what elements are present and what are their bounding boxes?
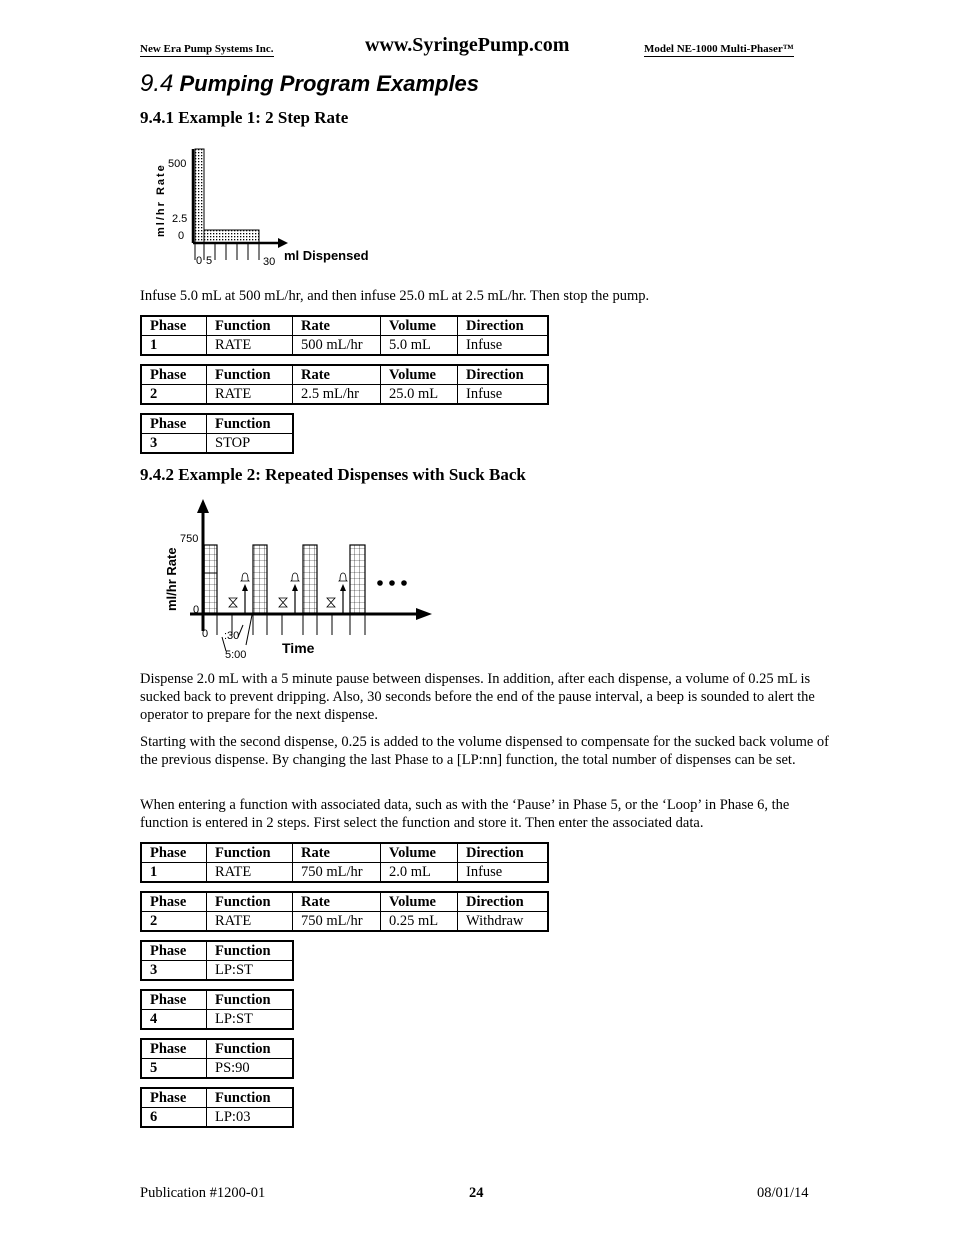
example2-table-phase2 <box>140 891 549 932</box>
table-cell: STOP <box>207 434 294 454</box>
table-header: Volume <box>381 316 458 336</box>
example2-table-phase6 <box>140 1087 294 1128</box>
table-header: Phase <box>141 843 207 863</box>
table-header: Rate <box>293 365 381 385</box>
table-cell: 1 <box>141 336 207 356</box>
table-cell: 0.25 mL <box>381 912 458 932</box>
table-header: Volume <box>381 892 458 912</box>
table-header: Function <box>207 414 294 434</box>
table-header: Function <box>207 941 294 961</box>
example2-table-phase3 <box>140 940 294 981</box>
table-header: Direction <box>458 365 549 385</box>
example2-xtick-5min: 5:00 <box>225 649 247 661</box>
table-cell: 750 mL/hr <box>293 912 381 932</box>
example1-xtick-0: 0 <box>196 255 203 267</box>
table-cell: 2 <box>141 385 207 405</box>
table-cell: 3 <box>141 434 207 454</box>
table-cell: 5.0 mL <box>381 336 458 356</box>
footer-publication: Publication #1200-01 <box>140 1185 266 1201</box>
table-cell: RATE <box>207 912 293 932</box>
table-row <box>141 1108 293 1128</box>
table-cell: 500 mL/hr <box>293 336 381 356</box>
table-cell: RATE <box>207 385 293 405</box>
table-row <box>141 1010 293 1030</box>
arrow-up-icon <box>242 584 248 591</box>
example1-xtick-5: 5 <box>206 255 213 267</box>
table-header: Volume <box>381 365 458 385</box>
table-header: Function <box>207 990 294 1010</box>
table-header: Phase <box>141 1039 207 1059</box>
table-header: Function <box>207 1039 294 1059</box>
example2-table-phase5 <box>140 1038 294 1079</box>
header-website[interactable]: www.SyringePump.com <box>365 34 570 56</box>
table-header: Direction <box>458 843 549 863</box>
table-cell: 3 <box>141 961 207 981</box>
table-cell: 6 <box>141 1108 207 1128</box>
example2-y-arrow <box>197 499 209 513</box>
table-cell: Infuse <box>458 336 549 356</box>
example1-table-phase1 <box>140 315 549 356</box>
hourglass-icon <box>229 598 237 607</box>
example2-table-phase1 <box>140 842 549 883</box>
table-header: Function <box>207 1088 294 1108</box>
example1-table-phase2 <box>140 364 549 405</box>
table-cell: 2.0 mL <box>381 863 458 883</box>
example1-table-phase3 <box>140 413 294 454</box>
table-cell: LP:ST <box>207 1010 294 1030</box>
table-header: Phase <box>141 892 207 912</box>
example1-xtick-30: 30 <box>263 256 276 268</box>
example2-xtick-30s: :30 <box>224 630 240 642</box>
table-row <box>141 336 548 356</box>
table-cell: 4 <box>141 1010 207 1030</box>
table-row <box>141 1059 293 1079</box>
hourglass-icon <box>279 598 287 607</box>
section-title <box>140 70 479 98</box>
example2-paragraph-1: Dispense 2.0 mL with a 5 minute pause between dispenses. In addition, after each dispense, a volume of 0.25 mL is sucked back to prevent dripping. Also, 30 seconds before the end of the pause interval, a beep is sounded to alert the operator to prepare for the next dispense. <box>140 671 815 723</box>
example1-bar-phase1 <box>195 149 204 243</box>
example1-xlabel: ml Dispensed <box>284 248 369 263</box>
table-cell: Infuse <box>458 863 549 883</box>
example2-dispense-bar <box>203 545 217 613</box>
example2-xlabel: Time <box>282 640 315 656</box>
example2-x-arrow <box>416 608 432 620</box>
example2-dispense-bar <box>303 545 317 613</box>
table-cell: Infuse <box>458 385 549 405</box>
bell-icon <box>241 573 249 581</box>
table-cell: RATE <box>207 336 293 356</box>
table-header: Phase <box>141 941 207 961</box>
example1-ytick-2.5: 2.5 <box>172 213 188 225</box>
table-header: Function <box>207 843 293 863</box>
table-cell: LP:ST <box>207 961 294 981</box>
table-cell: 2.5 mL/hr <box>293 385 381 405</box>
table-cell: RATE <box>207 863 293 883</box>
header-company: New Era Pump Systems Inc. <box>140 43 274 55</box>
example1-chart <box>150 140 390 270</box>
table-header: Rate <box>293 316 381 336</box>
example2-chart <box>160 495 450 665</box>
table-header: Direction <box>458 892 549 912</box>
table-header: Rate <box>293 843 381 863</box>
example2-dispense-bar <box>350 545 365 613</box>
table-row <box>141 385 548 405</box>
table-header: Rate <box>293 892 381 912</box>
table-row <box>141 912 548 932</box>
bell-icon <box>291 573 299 581</box>
table-header: Volume <box>381 843 458 863</box>
example2-dispense-bar <box>253 545 267 613</box>
footer-date: 08/01/14 <box>757 1185 809 1201</box>
table-header: Phase <box>141 414 207 434</box>
example2-paragraph-2: Starting with the second dispense, 0.25 is added to the volume dispensed to compensate for the sucked back volume of the previous dispense. By changing the last Phase to a [LP:nn] function, the total number of dispenses can be set. <box>140 734 829 768</box>
table-header: Phase <box>141 316 207 336</box>
header-model: Model NE-1000 Multi-Phaser™ <box>644 43 794 55</box>
section-title-text: Pumping Program Examples <box>179 71 480 96</box>
table-cell: LP:03 <box>207 1108 294 1128</box>
table-cell: 1 <box>141 863 207 883</box>
table-cell: PS:90 <box>207 1059 294 1079</box>
example2-ylabel: ml/hr Rate <box>164 547 179 611</box>
table-row <box>141 434 293 454</box>
table-header: Function <box>207 365 293 385</box>
example2-ytick-0: 0 <box>193 604 200 616</box>
table-cell: 5 <box>141 1059 207 1079</box>
table-cell: 750 mL/hr <box>293 863 381 883</box>
example2-heading: 9.4.2 Example 2: Repeated Dispenses with Suck Back <box>140 465 526 484</box>
example2-paragraph-3: When entering a function with associated data, such as with the ‘Pause’ in Phase 5, or the ‘Loop’ in Phase 6, the function is entered in 2 steps. First select the function and store it. Then enter the associated data. <box>140 797 790 831</box>
example2-xtick-0: 0 <box>202 628 209 640</box>
footer-page-number: 24 <box>469 1185 484 1201</box>
table-row <box>141 961 293 981</box>
example1-bar-phase2 <box>204 230 259 243</box>
table-cell: Withdraw <box>458 912 549 932</box>
table-row <box>141 863 548 883</box>
table-cell: 25.0 mL <box>381 385 458 405</box>
example1-x-arrow <box>278 238 288 248</box>
example2-table-phase4 <box>140 989 294 1030</box>
example1-ylabel: ml/hr Rate <box>155 163 167 237</box>
table-header: Phase <box>141 365 207 385</box>
example1-ytick-0: 0 <box>178 230 185 242</box>
example1-heading: 9.4.1 Example 1: 2 Step Rate <box>140 108 349 127</box>
arrow-up-icon <box>340 584 346 591</box>
table-header: Function <box>207 892 293 912</box>
hourglass-icon <box>327 598 335 607</box>
table-cell: 2 <box>141 912 207 932</box>
table-header: Phase <box>141 1088 207 1108</box>
table-header: Direction <box>458 316 549 336</box>
section-number: 9.4 <box>140 70 174 97</box>
table-header: Function <box>207 316 293 336</box>
example2-ytick-750: 750 <box>180 533 199 545</box>
table-header: Phase <box>141 990 207 1010</box>
example1-description: Infuse 5.0 mL at 500 mL/hr, and then infuse 25.0 mL at 2.5 mL/hr. Then stop the pump. <box>140 288 650 304</box>
bell-icon <box>339 573 347 581</box>
example1-ytick-500: 500 <box>168 158 187 170</box>
arrow-up-icon <box>292 584 298 591</box>
